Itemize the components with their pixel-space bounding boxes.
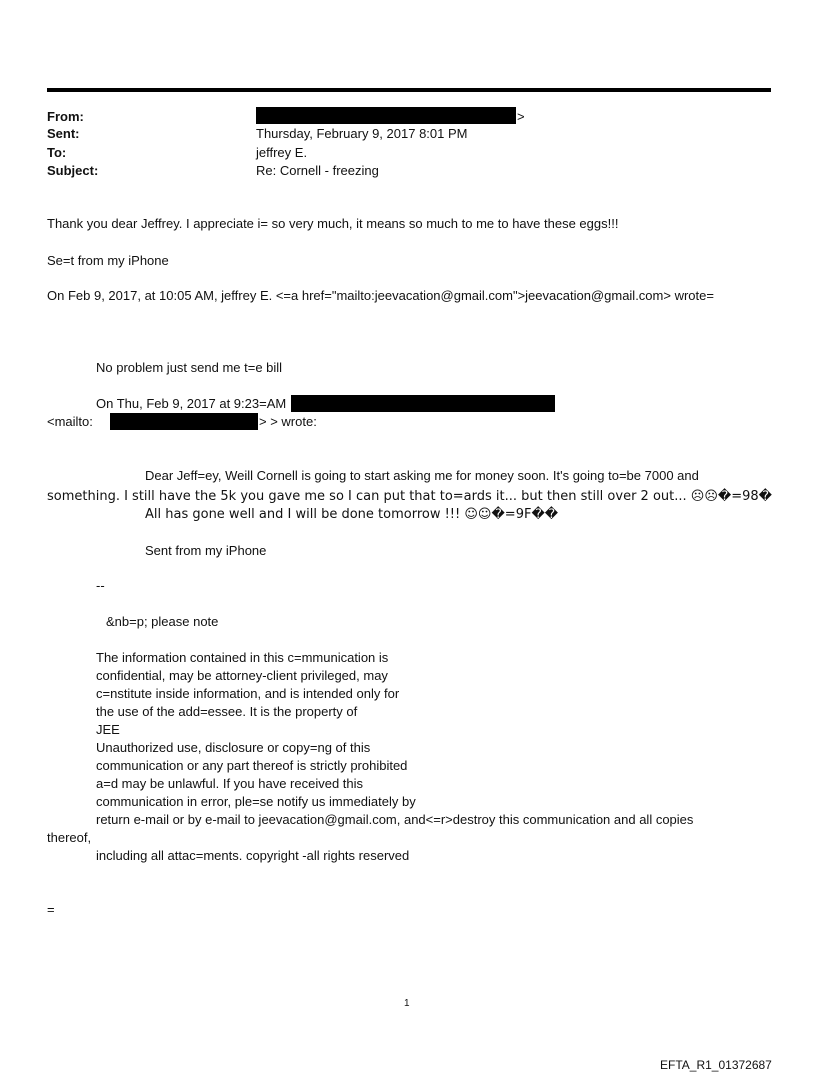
quote-on-line: On Thu, Feb 9, 2017 at 9:23=AM [96,396,287,411]
sent-value: Thursday, February 9, 2017 8:01 PM [256,126,468,141]
from-label: From: [47,109,84,124]
trailing-equals: = [47,902,55,917]
from-tail: > [517,109,525,124]
disclaimer-line-7: communication or any part thereof is strictly prohibited [96,758,408,773]
body-line-3: On Feb 9, 2017, at 10:05 AM, jeffrey E. <=a href="mailto:jeevacation@gmail.com">jeevacation@gmail.com> wrote= [47,288,714,303]
body-line-1: Thank you dear Jeffrey. I appreciate i= so very much, it means so much to me to have these eggs!!! [47,216,619,231]
inner-line-2: something. I still have the 5k you gave me so I can put that to=ards it... but then still over 2 out... ☹☹�=98� [47,489,772,504]
disclaimer-line-5: JEE [96,722,120,737]
disclaimer-line-4: the use of the add=essee. It is the property of [96,704,358,719]
disclaimer-line-8: a=d may be unlawful. If you have received this [96,776,364,791]
disclaimer-line-6: Unauthorized use, disclosure or copy=ng of this [96,740,371,755]
subject-value: Re: Cornell - freezing [256,163,379,178]
redaction-mailto [110,413,258,430]
signature-dashes: -- [96,578,105,593]
disclaimer-line-9: communication in error, ple=se notify us immediately by [96,794,416,809]
to-label: To: [47,145,67,160]
redaction-from [256,107,516,124]
document-id: EFTA_R1_01372687 [660,1058,772,1072]
reply-line: No problem just send me t=e bill [96,360,283,375]
mailto-suffix: > > wrote: [259,414,317,429]
disclaimer-thereof: thereof, [47,830,92,845]
inner-line-1: Dear Jeff=ey, Weill Cornell is going to start asking me for money soon. It's going to=be 7000 and [145,468,699,483]
inner-line-4: Sent from my iPhone [145,543,267,558]
sent-label: Sent: [47,126,80,141]
disclaimer-line-2: confidential, may be attorney-client privileged, may [96,668,388,683]
header-rule [47,88,771,92]
redaction-quote-sender [291,395,555,412]
inner-line-3: All has gone well and I will be done tomorrow !!! ☺☺�=9F�� [145,507,559,522]
disclaimer-last-line: including all attac=ments. copyright -all rights reserved [96,848,410,863]
page-number: 1 [404,998,410,1009]
mailto-prefix: <mailto: [47,414,93,429]
subject-label: Subject: [47,163,99,178]
please-note-line: &nb=p; please note [106,614,219,629]
to-value: jeffrey E. [256,145,308,160]
disclaimer-line-10: return e-mail or by e-mail to jeevacation@gmail.com, and<=r>destroy this communication and all copies [96,812,694,827]
disclaimer-line-1: The information contained in this c=mmunication is [96,650,389,665]
disclaimer-line-3: c=nstitute inside information, and is intended only for [96,686,400,701]
body-line-2: Se=t from my iPhone [47,253,169,268]
